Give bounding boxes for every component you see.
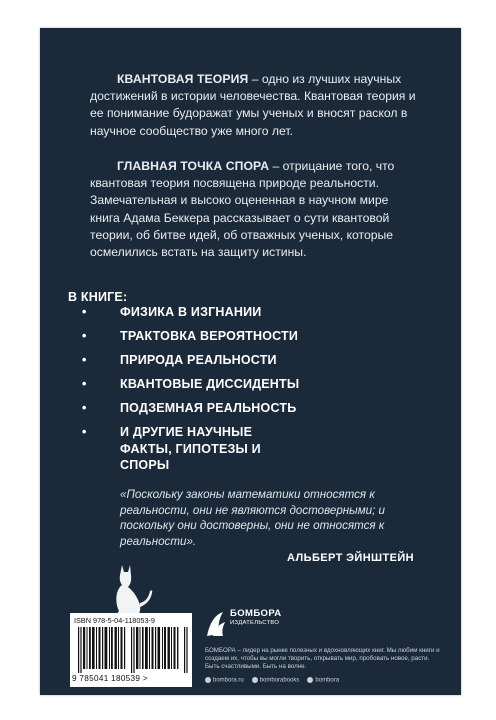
isbn-text: ISBN 978-5-04-118053-9	[74, 616, 155, 625]
bullet: •	[82, 305, 87, 319]
list-item: • ТРАКТОВКА ВЕРОЯТНОСТИ	[82, 329, 299, 343]
bullet: •	[82, 425, 87, 439]
paragraph-lead: ГЛАВНАЯ ТОЧКА СПОРА	[117, 159, 270, 173]
paragraph-text: – одно из лучших научных достижений в истории человечества. Квантовая теория и ее понимание будоражат умы ученых и вносят раскол в научное сообщество уже много лет.	[90, 72, 416, 138]
list-item: • ПОДЗЕМНАЯ РЕАЛЬНОСТЬ	[82, 401, 297, 415]
social-icon	[307, 677, 313, 683]
bullet: •	[82, 329, 87, 343]
social-icon	[252, 677, 258, 683]
book-back-cover	[40, 28, 461, 695]
bullet: •	[82, 353, 87, 367]
barcode-digits: 9 785041 180539 >	[72, 674, 148, 683]
einstein-quote: «Поскольку законы математики относятся к реальности, они не являются достоверными; и поскольку они достоверны, они не относятся к реальности».	[120, 488, 386, 548]
barcode-icon	[78, 627, 188, 673]
in-book-heading: В КНИГЕ:	[68, 290, 128, 304]
list-item: • И ДРУГИЕ НАУЧНЫЕ ФАКТЫ, ГИПОТЕЗЫ И СПОРЫ	[82, 425, 261, 472]
bullet: •	[82, 377, 87, 391]
list-item: • КВАНТОВЫЕ ДИССИДЕНТЫ	[82, 377, 300, 391]
globe-icon	[205, 677, 211, 683]
list-item: • ФИЗИКА В ИЗГНАНИИ	[82, 305, 262, 319]
quote-author: АЛЬБЕРТ ЭЙНШТЕЙН	[287, 552, 414, 564]
in-book-list	[68, 304, 299, 481]
publisher-links	[205, 677, 339, 684]
publisher-description: БОМБОРА – лидер на рынке полезных и вдохновляющих книг. Мы любим книги и создаем их, чтобы вы могли творить, открывать мир, пробовать новое, расти. Быть счастливыми. Быть на волне.	[205, 647, 440, 671]
link-social-2: bombora	[307, 677, 339, 684]
paragraph-text: – отрицание того, что квантовая теория посвящена природе реальности. Замечательная и высоко оцененная в научном мире книга Адама Беккера рассказывает о сути квантовой теории, об битве идей, об отважных ученых, которые осмелились встать на защиту истины.	[90, 159, 395, 260]
list-item: • ПРИРОДА РЕАЛЬНОСТИ	[82, 353, 277, 367]
bullet: •	[82, 401, 87, 415]
link-social-1: bomborabooks	[252, 677, 300, 684]
intro-paragraph-2	[90, 158, 420, 261]
intro-paragraph-1	[90, 71, 420, 140]
publisher-name: БОМБОРА	[230, 608, 282, 619]
barcode-box	[70, 613, 192, 687]
link-website: bombora.ru	[205, 677, 244, 684]
paragraph-lead: КВАНТОВАЯ ТЕОРИЯ	[117, 72, 249, 86]
publisher-sub: ИЗДАТЕЛЬСТВО	[230, 620, 280, 626]
